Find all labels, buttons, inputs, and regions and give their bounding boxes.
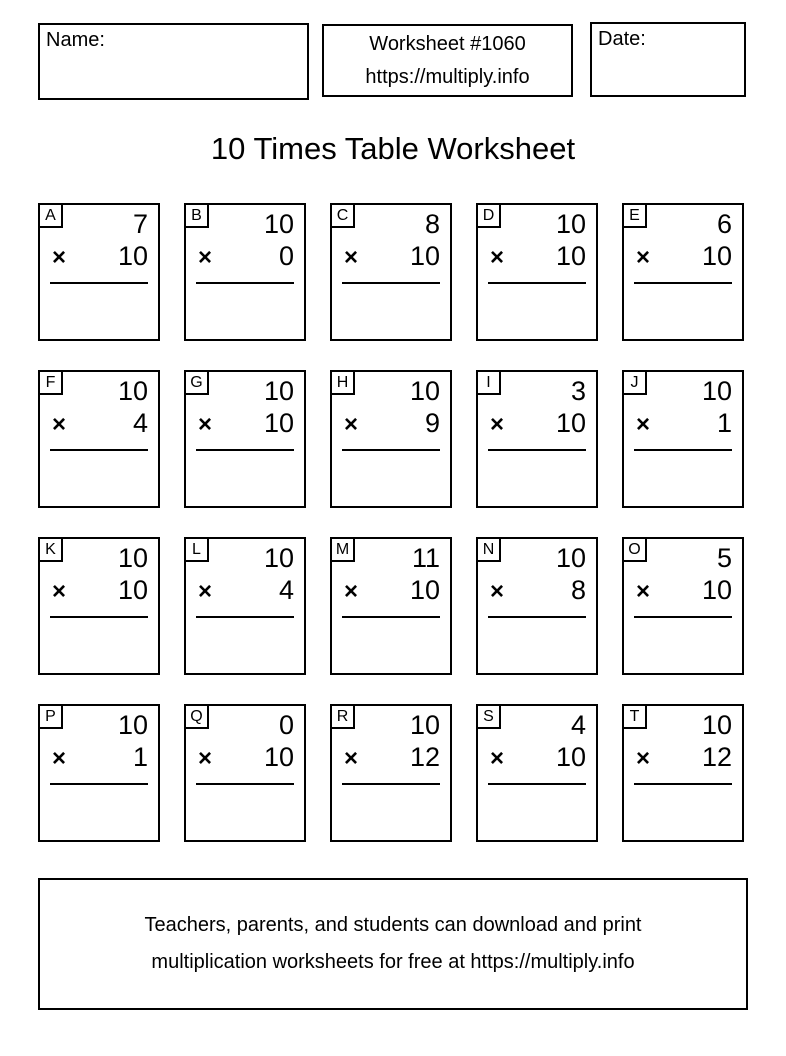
bottom-operand: 0 [278,241,294,271]
answer-space [186,785,304,833]
problem-cell [330,704,452,842]
bottom-operand-row [186,241,304,273]
top-operand: 10 [117,376,148,406]
bottom-operand: 10 [555,408,586,438]
problem-label: C [330,203,355,228]
top-operand: 10 [117,710,148,740]
problem-cell [622,370,744,508]
problem-cell [476,537,598,675]
bottom-operand-row [624,575,742,607]
bottom-operand: 10 [555,241,586,271]
answer-space [332,451,450,499]
problem-cell [38,370,160,508]
bottom-operand-row [186,742,304,774]
bottom-operand-row [186,575,304,607]
bottom-operand-row [478,241,596,273]
top-operand: 10 [409,710,440,740]
problem-label: O [622,537,647,562]
problem-label: B [184,203,209,228]
bottom-operand-row [332,241,450,273]
problem-cell [184,203,306,341]
answer-space [624,451,742,499]
multiply-icon: × [490,244,505,271]
top-operand: 10 [555,209,586,239]
answer-space [40,785,158,833]
name-label: Name: [46,29,105,51]
answer-space [332,618,450,666]
problem-label: Q [184,704,209,729]
date-field-box [590,22,746,97]
answer-space [40,451,158,499]
multiply-icon: × [636,578,651,605]
bottom-operand: 12 [409,742,440,772]
date-label: Date: [598,28,646,50]
multiply-icon: × [344,578,359,605]
bottom-operand-row [624,408,742,440]
problem-label: A [38,203,63,228]
multiply-icon: × [344,745,359,772]
page-title: 10 Times Table Worksheet [210,131,576,166]
bottom-operand: 10 [263,742,294,772]
answer-space [624,785,742,833]
multiply-icon: × [490,578,505,605]
bottom-operand-row [40,241,158,273]
top-operand: 10 [263,209,294,239]
multiply-icon: × [198,578,213,605]
multiply-icon: × [198,244,213,271]
bottom-operand: 9 [424,408,440,438]
answer-space [332,284,450,332]
problem-label: N [476,537,501,562]
multiply-icon: × [198,411,213,438]
top-operand: 10 [263,543,294,573]
footer-line-1: Teachers, parents, and students can download and print [144,914,642,936]
top-operand: 10 [555,543,586,573]
problem-cell [622,704,744,842]
problem-cell [184,704,306,842]
answer-space [332,785,450,833]
top-operand: 10 [117,543,148,573]
multiply-icon: × [636,411,651,438]
problem-label: S [476,704,501,729]
multiply-icon: × [344,244,359,271]
bottom-operand-row [624,742,742,774]
footer-line-2: multiplication worksheets for free at https://multiply.info [151,951,635,973]
answer-space [478,284,596,332]
bottom-operand: 8 [570,575,586,605]
bottom-operand: 1 [132,742,148,772]
bottom-operand-row [332,575,450,607]
top-operand: 4 [570,710,586,740]
problem-cell [184,370,306,508]
problem-label: I [476,370,501,395]
worksheet-number: Worksheet #1060 [369,32,526,55]
bottom-operand-row [186,408,304,440]
top-operand: 6 [716,209,732,239]
multiply-icon: × [490,411,505,438]
bottom-operand-row [332,408,450,440]
bottom-operand-row [478,575,596,607]
problem-cell [330,370,452,508]
top-operand: 10 [701,710,732,740]
problem-cell [330,203,452,341]
bottom-operand: 1 [716,408,732,438]
answer-space [186,451,304,499]
problem-label: J [622,370,647,395]
problems-grid [38,203,744,842]
top-operand: 7 [132,209,148,239]
bottom-operand: 10 [701,241,732,271]
bottom-operand: 4 [278,575,294,605]
answer-space [40,618,158,666]
problem-cell [476,370,598,508]
problem-label: G [184,370,209,395]
answer-space [478,785,596,833]
bottom-operand: 10 [555,742,586,772]
problem-cell [476,203,598,341]
multiply-icon: × [344,411,359,438]
bottom-operand: 10 [117,575,148,605]
top-operand: 10 [263,376,294,406]
bottom-operand: 10 [409,575,440,605]
problem-cell [476,704,598,842]
problem-label: F [38,370,63,395]
problem-label: K [38,537,63,562]
problem-label: H [330,370,355,395]
multiply-icon: × [636,745,651,772]
problem-cell [622,203,744,341]
top-operand: 5 [716,543,732,573]
answer-space [186,618,304,666]
bottom-operand: 10 [409,241,440,271]
multiply-icon: × [52,578,67,605]
problem-cell [622,537,744,675]
bottom-operand: 10 [701,575,732,605]
bottom-operand-row [624,241,742,273]
problem-cell [38,704,160,842]
problem-label: M [330,537,355,562]
problem-cell [184,537,306,675]
problem-label: P [38,704,63,729]
problem-label: L [184,537,209,562]
multiply-icon: × [52,244,67,271]
bottom-operand-row [332,742,450,774]
top-operand: 3 [570,376,586,406]
answer-space [478,451,596,499]
problem-label: R [330,704,355,729]
answer-space [624,284,742,332]
problem-cell [38,203,160,341]
top-operand: 10 [409,376,440,406]
problem-cell [330,537,452,675]
answer-space [624,618,742,666]
problem-label: D [476,203,501,228]
top-operand: 0 [278,710,294,740]
multiply-icon: × [490,745,505,772]
answer-space [186,284,304,332]
multiply-icon: × [636,244,651,271]
answer-space [40,284,158,332]
top-operand: 11 [411,543,440,573]
problem-label: T [622,704,647,729]
problem-label: E [622,203,647,228]
multiply-icon: × [52,745,67,772]
name-field-box [38,23,309,100]
footer-note-box [38,878,748,1010]
worksheet-info-box [322,24,573,97]
bottom-operand-row [478,742,596,774]
bottom-operand-row [40,408,158,440]
top-operand: 10 [701,376,732,406]
multiply-icon: × [198,745,213,772]
bottom-operand: 4 [132,408,148,438]
problem-cell [38,537,160,675]
worksheet-url: https://multiply.info [365,65,530,88]
bottom-operand: 10 [263,408,294,438]
top-operand: 8 [424,209,440,239]
bottom-operand-row [40,742,158,774]
multiply-icon: × [52,411,67,438]
bottom-operand-row [478,408,596,440]
answer-space [478,618,596,666]
bottom-operand: 10 [117,241,148,271]
bottom-operand-row [40,575,158,607]
bottom-operand: 12 [701,742,732,772]
